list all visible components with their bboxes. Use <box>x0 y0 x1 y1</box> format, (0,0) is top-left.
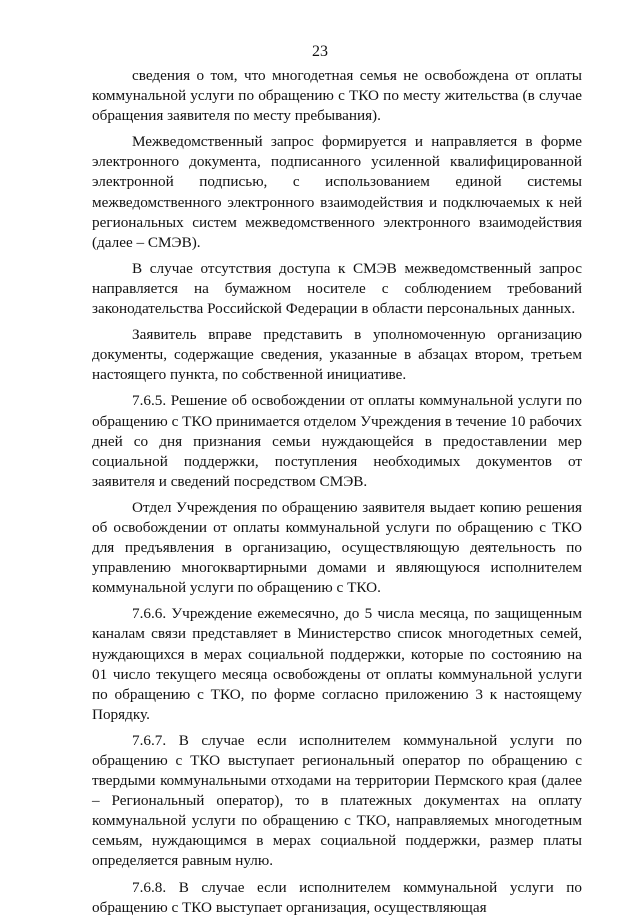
paragraph-7-6-7: 7.6.7. В случае если исполнителем коммунальной услуги по обращению с ТКО выступает региональный оператор по обращению с твердыми коммунальными отходами на территории Пермского края (далее – Региональный оператор), то в платежных документах на оплату коммунальной услуги по обращению с ТКО, направляемых многодетным семьям, нуждающимся в мерах социальной поддержки, размер платы определяется равным нулю. <box>92 731 582 870</box>
paragraph-decision-copy: Отдел Учреждения по обращению заявителя выдает копию решения об освобождении от оплаты коммунальной услуги по обращению с ТКО для предъявления в организацию, осуществляющую деятельность по управлению многоквартирными домами и являющуюся исполнителем коммунальной услуги по обращению с ТКО. <box>92 498 582 597</box>
paragraph-7-6-6: 7.6.6. Учреждение ежемесячно, до 5 числа месяца, по защищенным каналам связи представляет в Министерство список многодетных семей, нуждающихся в мерах социальной поддержки, которые по состоянию на 01 число текущего месяца освобождены от оплаты коммунальной услуги по обращению с ТКО, по форме согласно приложению 3 к настоящему Порядку. <box>92 605 582 723</box>
page-number: 23 <box>312 43 328 60</box>
document-body <box>92 66 582 924</box>
paragraph-7-6-8: 7.6.8. В случае если исполнителем коммунальной услуги по обращению с ТКО выступает организация, осуществляющая <box>92 878 582 916</box>
paragraph-no-smev-access: В случае отсутствия доступа к СМЭВ межведомственный запрос направляется на бумажном носителе с соблюдением требований законодательства Российской Федерации в области персональных данных. <box>92 259 582 318</box>
paragraph-7-6-5: 7.6.5. Решение об освобождении от оплаты коммунальной услуги по обращению с ТКО принимается отделом Учреждения в течение 10 рабочих дней со дня признания семьи нуждающейся в предоставлении мер социальной поддержки, поступления необходимых документов от заявителя и сведений посредством СМЭВ. <box>92 392 582 490</box>
paragraph-continuation: сведения о том, что многодетная семья не освобождена от оплаты коммунальной услуги по обращению с ТКО по месту жительства (в случае обращения заявителя по месту пребывания). <box>92 67 582 125</box>
paragraph-applicant-right: Заявитель вправе представить в уполномоченную организацию документы, содержащие сведения, указанные в абзацах втором, третьем настоящего пункта, по собственной инициативе. <box>92 326 582 384</box>
paragraph-interagency-request: Межведомственный запрос формируется и направляется в форме электронного документа, подписанного усиленной квалифицированной электронной подписью, с использованием единой системы межведомственного электронного взаимодействия и подключаемых к ней региональных систем межведомственного электронного взаимодействия (далее – СМЭВ). <box>92 133 582 251</box>
